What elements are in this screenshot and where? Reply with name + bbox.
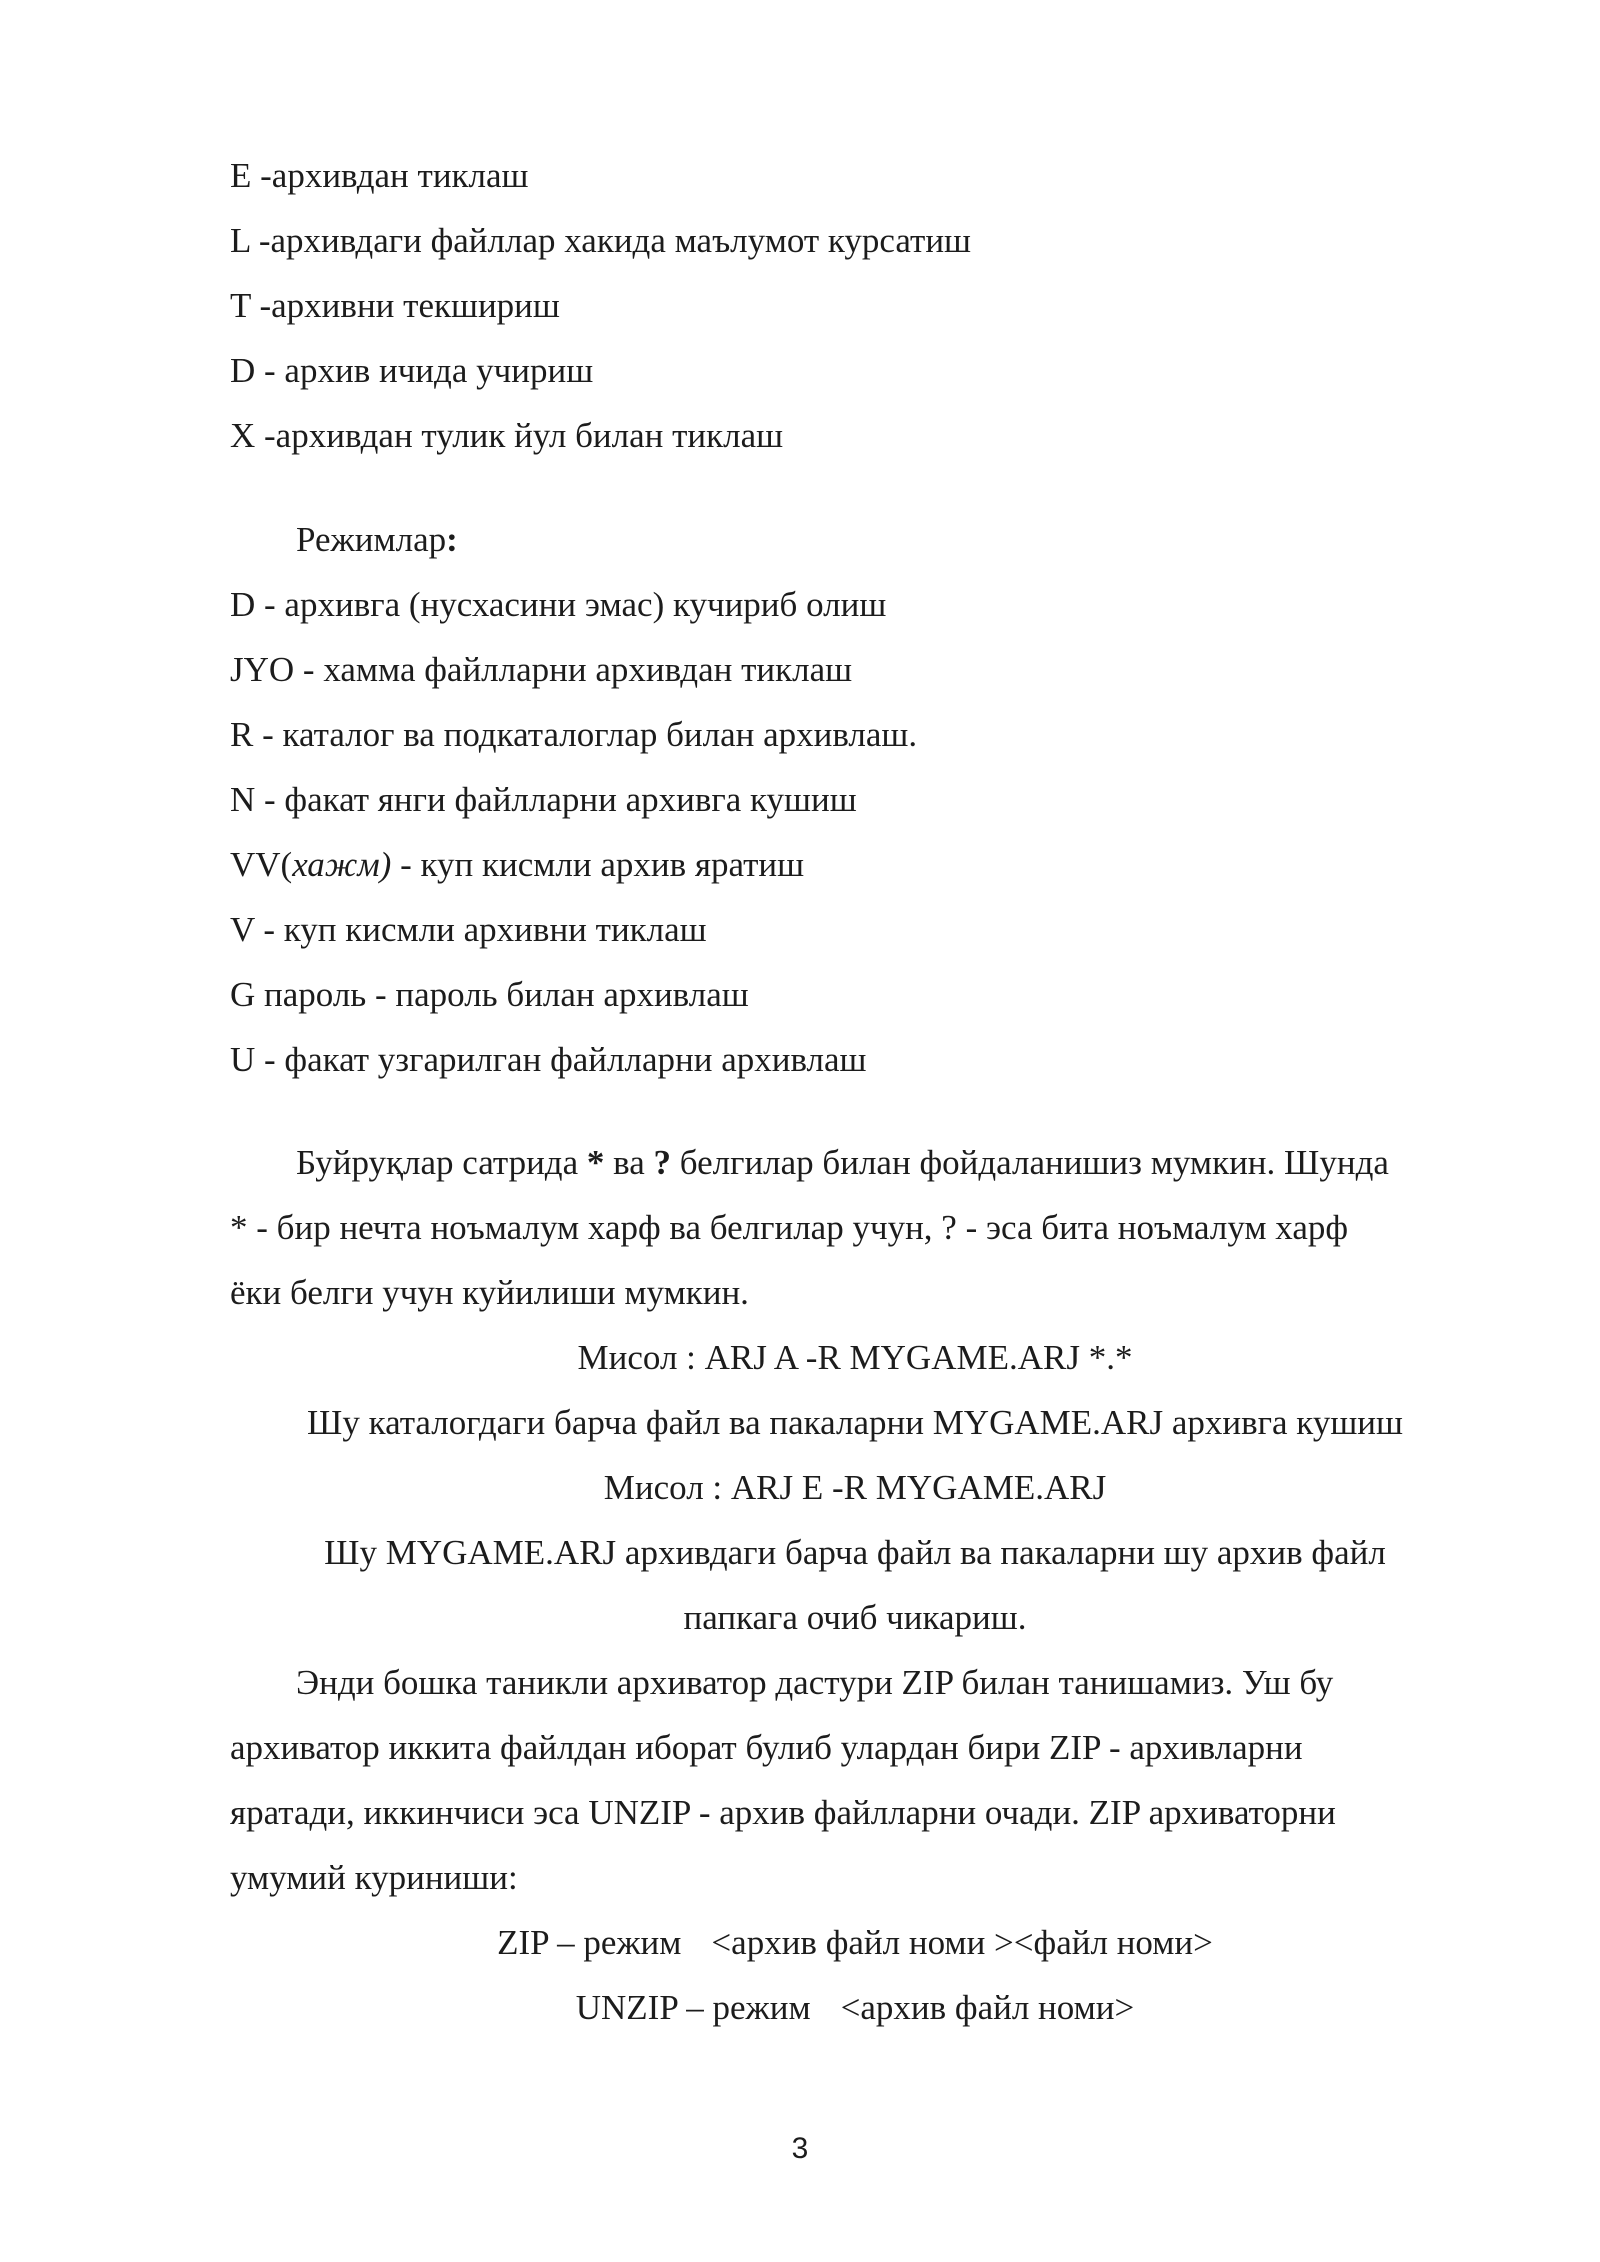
wildcards-text-1: Буйруқлар сатрида — [296, 1143, 587, 1182]
modes-heading-colon: : — [446, 520, 458, 559]
command-x: X -архивдан тулик йул билан тиклаш — [230, 416, 784, 455]
command-t: T -архивни текшириш — [230, 286, 560, 325]
wildcards-star: * — [586, 1143, 605, 1182]
mode-jyo: JYO - хамма файлларни архивдан тиклаш — [230, 650, 853, 689]
wildcards-line-1 — [296, 1143, 1389, 1183]
mode-n: N - факат янги файлларни архивга кушиш — [230, 780, 857, 819]
modes-heading-text: Режимлар — [296, 520, 447, 559]
example-2-description-1: Шу MYGAME.ARJ архивдаги барча файл ва пакаларни шу архив файл — [324, 1533, 1386, 1572]
mode-r: R - каталог ва подкаталоглар билан архивлаш. — [230, 715, 918, 754]
command-d: D - архив ичида учириш — [230, 351, 594, 390]
wildcards-line-2: * - бир нечта ноъмалум харф ва белгилар учун, ? - эса бита ноъмалум харф — [230, 1208, 1349, 1247]
wildcards-text-3: белгилар билан фойдаланишиз мумкин. Шунда — [671, 1143, 1389, 1182]
mode-v: V - куп кисмли архивни тиклаш — [230, 910, 707, 949]
mode-vv-italic: хажм) — [292, 845, 392, 884]
zip-syntax — [230, 1923, 1480, 1963]
zip-syntax-mode: ZIP – режим — [497, 1923, 682, 1962]
modes-heading — [296, 520, 458, 560]
zip-paragraph-line-3: яратади, иккинчиси эса UNZIP - архив файлларни очади. ZIP архиваторни — [230, 1793, 1336, 1832]
page-number: 3 — [791, 2132, 809, 2165]
mode-g: G пароль - пароль билан архивлаш — [230, 975, 749, 1014]
command-e: E -архивдан тиклаш — [230, 156, 529, 195]
zip-paragraph-line-1: Энди бошка таникли архиватор дастури ZIP билан танишамиз. Уш бу — [296, 1663, 1334, 1702]
mode-vv-suffix: - куп кисмли архив яратиш — [391, 845, 805, 884]
zip-paragraph-line-4: умумий куриниши: — [230, 1858, 518, 1897]
example-2: Мисол : ARJ E -R MYGAME.ARJ — [603, 1468, 1107, 1507]
unzip-syntax — [230, 1988, 1480, 2028]
wildcards-question: ? — [653, 1143, 671, 1182]
wildcards-line-3: ёки белги учун куйилиши мумкин. — [230, 1273, 749, 1312]
mode-u: U - факат узгарилган файлларни архивлаш — [230, 1040, 867, 1079]
mode-vv — [230, 845, 804, 885]
unzip-syntax-args: <архив файл номи> — [840, 1988, 1135, 2027]
unzip-syntax-mode: UNZIP – режим — [575, 1988, 811, 2027]
zip-syntax-args: <архив файл номи ><файл номи> — [711, 1923, 1213, 1962]
example-1-description: Шу каталогдаги барча файл ва пакаларни MYGAME.ARJ архивга кушиш — [307, 1403, 1403, 1442]
example-2-description-2: папкага очиб чикариш. — [683, 1598, 1027, 1637]
mode-d: D - архивга (нусхасини эмас) кучириб олиш — [230, 585, 887, 624]
zip-paragraph-line-2: архиватор иккита файлдан иборат булиб улардан бири ZIP - архивларни — [230, 1728, 1303, 1767]
wildcards-text-2: ва — [604, 1143, 654, 1182]
mode-vv-prefix: VV( — [230, 845, 293, 884]
example-1: Мисол : ARJ A -R MYGAME.ARJ *.* — [577, 1338, 1133, 1377]
command-l: L -архивдаги файллар хакида маълумот курсатиш — [230, 221, 971, 260]
